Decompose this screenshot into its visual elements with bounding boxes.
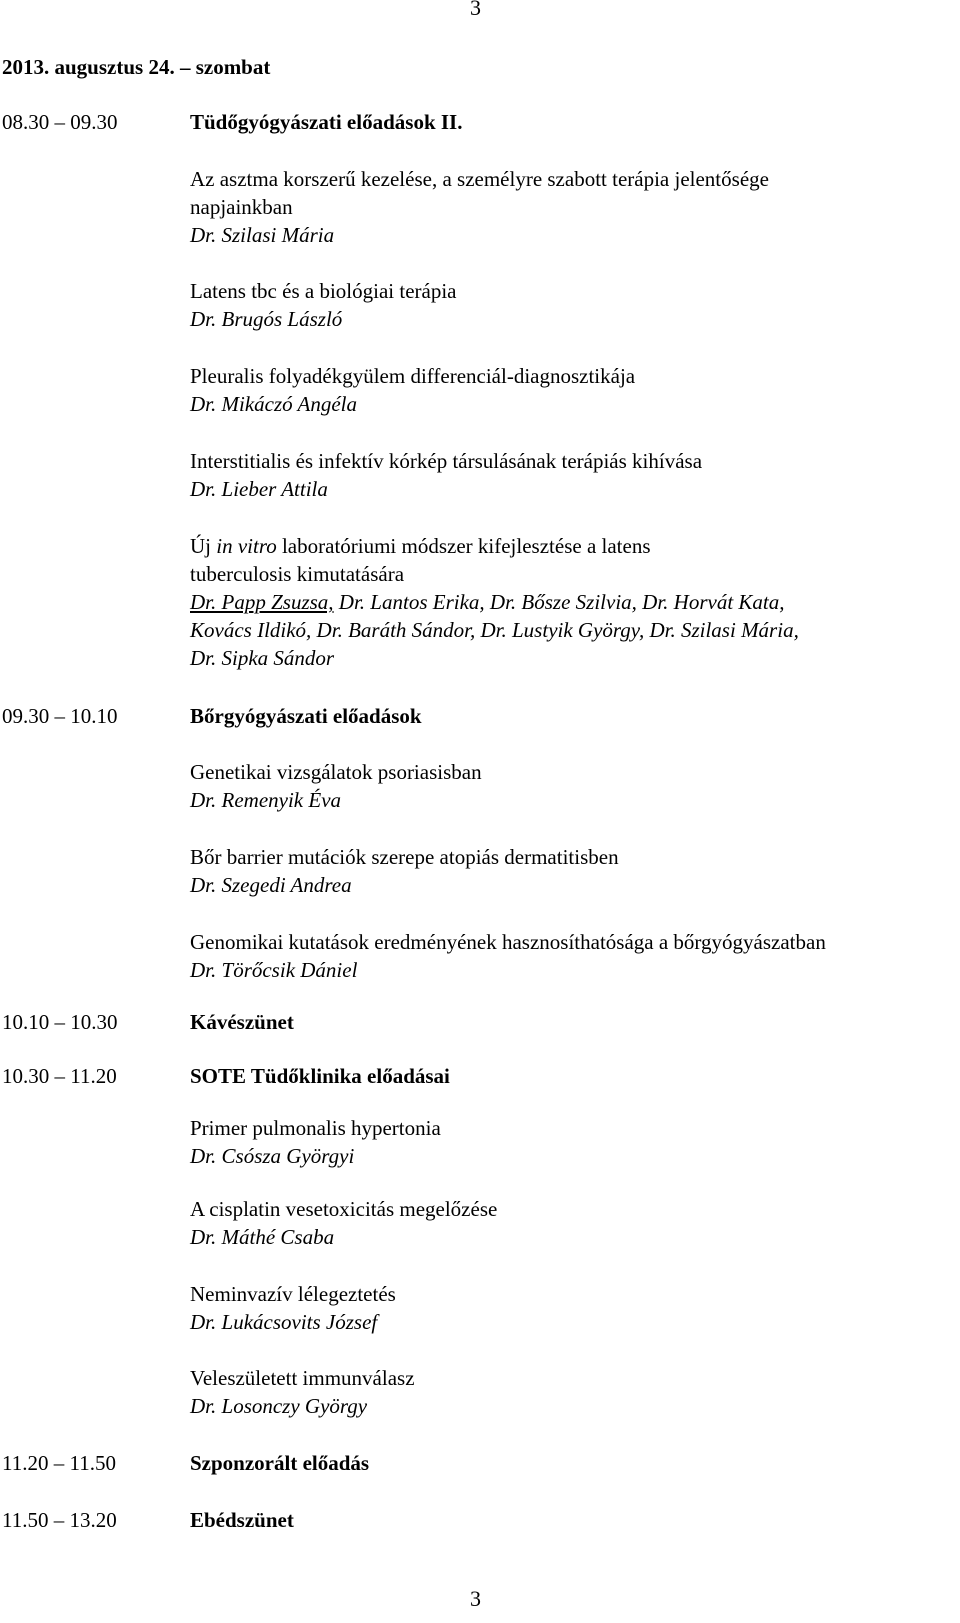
page-number-top: 3 [470, 0, 481, 20]
session-title: Tüdőgyógyászati előadások II. [190, 110, 463, 134]
talk-title-prefix: Új [190, 534, 217, 558]
talk-title: A cisplatin vesetoxicitás megelőzése [190, 1197, 498, 1221]
talk-speaker: Dr. Mikáczó Angéla [190, 392, 358, 416]
talk-title: Bőr barrier mutációk szerepe atopiás dermatitisben [190, 845, 619, 869]
talk-title: Az asztma korszerű kezelése, a személyre szabott terápia jelentősége [190, 167, 769, 191]
talk-title: napjainkban [190, 195, 293, 219]
talk-speaker: Dr. Szegedi Andrea [190, 873, 352, 897]
talk-speaker: Kovács Ildikó, Dr. Baráth Sándor, Dr. Lustyik György, Dr. Szilasi Mária, [190, 618, 799, 642]
talk-speaker: Dr. Remenyik Éva [190, 788, 342, 812]
session-time: 09.30 – 10.10 [2, 704, 118, 728]
page-number-bottom: 3 [470, 1586, 481, 1611]
talk-title: tuberculosis kimutatására [190, 562, 405, 586]
talk-speaker: Dr. Csósza Györgyi [190, 1144, 355, 1168]
talk-speaker: Dr. Losonczy György [190, 1394, 368, 1418]
talk-title-rest: laboratóriumi módszer kifejlesztése a latens [276, 534, 651, 558]
session-title: Bőrgyógyászati előadások [190, 704, 422, 728]
session-title: Kávészünet [190, 1010, 294, 1034]
talk-speaker-coauthors: Dr. Lantos Erika, Dr. Bősze Szilvia, Dr. Horvát Kata, [333, 590, 785, 614]
session-time: 10.10 – 10.30 [2, 1010, 118, 1034]
talk-speaker: Dr. Sipka Sándor [190, 646, 335, 670]
talk-title: Primer pulmonalis hypertonia [190, 1116, 441, 1140]
session-title: SOTE Tüdőklinika előadásai [190, 1064, 450, 1088]
session-time: 11.50 – 13.20 [2, 1508, 117, 1532]
session-time: 11.20 – 11.50 [2, 1451, 116, 1475]
session-time: 10.30 – 11.20 [2, 1064, 117, 1088]
talk-title-italic: in vitro [216, 534, 277, 558]
session-title: Szponzorált előadás [190, 1451, 370, 1475]
talk-title: Latens tbc és a biológiai terápia [190, 279, 457, 303]
talk-title: Genomikai kutatások eredményének hasznosíthatósága a bőrgyógyászatban [190, 930, 826, 954]
talk-title: Interstitialis és infektív kórkép társulásának terápiás kihívása [190, 449, 703, 473]
talk-title: Genetikai vizsgálatok psoriasisban [190, 760, 482, 784]
talk-speaker: Dr. Szilasi Mária [190, 223, 335, 247]
talk-title: Neminvazív lélegeztetés [190, 1282, 396, 1306]
talk-speaker: Dr. Lukácsovits József [190, 1310, 378, 1334]
talk-speaker: Dr. Brugós László [190, 307, 343, 331]
talk-title: Pleuralis folyadékgyülem differenciál-diagnosztikája [190, 364, 636, 388]
day-heading: 2013. augusztus 24. – szombat [2, 55, 271, 79]
talk-title: Veleszületett immunválasz [190, 1366, 415, 1390]
talk-speaker: Dr. Máthé Csaba [190, 1225, 335, 1249]
talk-speaker [190, 588, 785, 616]
session-title: Ebédszünet [190, 1508, 294, 1532]
talk-speaker: Dr. Törőcsik Dániel [190, 958, 358, 982]
talk-speaker: Dr. Lieber Attila [190, 477, 328, 501]
talk-title [190, 532, 651, 560]
session-time: 08.30 – 09.30 [2, 110, 118, 134]
talk-speaker-presenter: Dr. Papp Zsuzsa, [190, 590, 334, 614]
